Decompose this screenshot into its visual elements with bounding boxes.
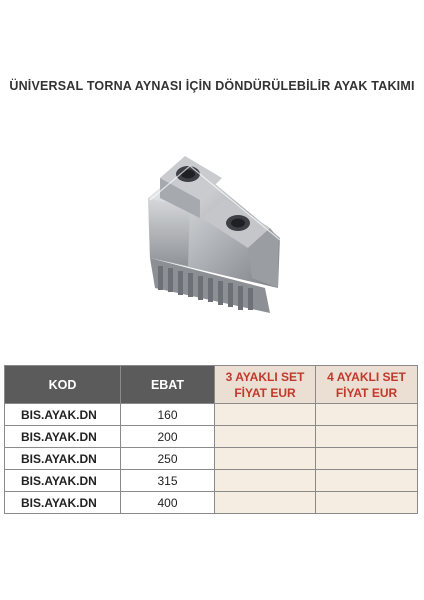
cell-3-jaw-price [215, 492, 316, 514]
cell-4-jaw-price [316, 404, 418, 426]
cell-ebat: 315 [121, 470, 215, 492]
col-header-4-jaw-set-line1: 4 AYAKLI SET [327, 369, 406, 384]
col-header-ebat: EBAT [121, 366, 215, 404]
cell-ebat: 250 [121, 448, 215, 470]
table-header-row [5, 366, 418, 404]
col-header-4-jaw-set-line2: FİYAT EUR [335, 385, 398, 400]
table-row [5, 492, 418, 514]
cell-kod: BIS.AYAK.DN [5, 404, 121, 426]
chuck-jaw-illustration [130, 138, 295, 328]
cell-3-jaw-price [215, 470, 316, 492]
cell-3-jaw-price [215, 404, 316, 426]
cell-kod: BIS.AYAK.DN [5, 470, 121, 492]
cell-ebat: 400 [121, 492, 215, 514]
cell-ebat: 200 [121, 426, 215, 448]
chuck-jaw-product-image [130, 138, 295, 328]
col-header-4-jaw-set [316, 366, 418, 404]
cell-4-jaw-price [316, 470, 418, 492]
table-row [5, 404, 418, 426]
cell-3-jaw-price [215, 426, 316, 448]
table-row [5, 426, 418, 448]
table-row [5, 448, 418, 470]
col-header-3-jaw-set-line1: 3 AYAKLI SET [225, 369, 305, 384]
price-table [4, 365, 418, 514]
cell-ebat: 160 [121, 404, 215, 426]
cell-kod: BIS.AYAK.DN [5, 426, 121, 448]
cell-4-jaw-price [316, 448, 418, 470]
cell-kod: BIS.AYAK.DN [5, 448, 121, 470]
cell-kod: BIS.AYAK.DN [5, 492, 121, 514]
col-header-3-jaw-set-line2: FİYAT EUR [234, 385, 296, 400]
cell-3-jaw-price [215, 448, 316, 470]
page-title: ÜNİVERSAL TORNA AYNASI İÇİN DÖNDÜRÜLEBİLİR AYAK TAKIMI [9, 79, 415, 93]
cell-4-jaw-price [316, 426, 418, 448]
col-header-kod: KOD [5, 366, 121, 404]
col-header-3-jaw-set [215, 366, 316, 404]
cell-4-jaw-price [316, 492, 418, 514]
table-row [5, 470, 418, 492]
